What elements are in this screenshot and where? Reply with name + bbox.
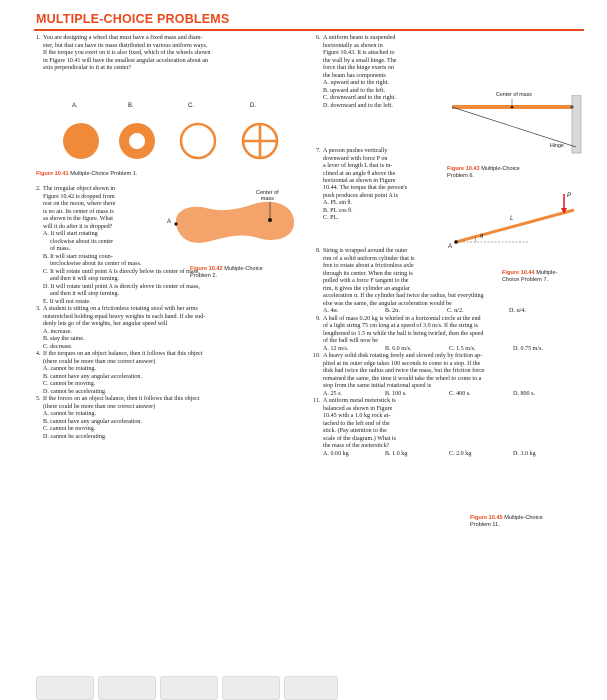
label-line: Center of	[256, 190, 279, 196]
question-line: A student is sitting on a frictionless rotating stool with her arms	[43, 306, 198, 312]
figure-10-41-caption	[36, 171, 137, 178]
bottom-toolbar	[36, 676, 336, 700]
question-7	[316, 148, 440, 186]
question-line: force that the hinge exerts on	[323, 65, 394, 71]
toolbar-thumb[interactable]	[160, 676, 218, 700]
option-line: of mass.	[50, 246, 71, 252]
question-line: (there could be more than one correct answer)	[43, 358, 156, 365]
hinge-dot	[570, 105, 573, 108]
angle-label: θ	[480, 234, 484, 240]
question-number: 9.	[316, 315, 321, 322]
question-line: The irregular object shown in	[43, 186, 116, 192]
caption-text: Multiple-Choice Problem 1.	[70, 171, 138, 177]
wall	[572, 95, 581, 153]
caption-number: Figure 10.41	[36, 171, 69, 177]
option-line: and then it will stop turning.	[50, 276, 120, 282]
question-number: 4.	[36, 351, 41, 357]
question-line: A uniform metal meterstick is	[323, 398, 396, 404]
question-line: else was the same, the angular acceleration would be	[323, 300, 452, 307]
question-line: 10.44. The torque that the person's	[323, 185, 408, 191]
option-line: D. It will rotate until point A is directly above its center of mass,	[43, 283, 200, 290]
question-line: the beam has components	[323, 72, 386, 79]
option[interactable]: D. cannot be accelerating.	[43, 388, 107, 395]
option[interactable]: C. 1.5 m/s.	[449, 345, 476, 352]
question-number: 8.	[316, 248, 321, 254]
option[interactable]: C. 2.0 kg	[449, 450, 472, 457]
option[interactable]: C. cannot be moving.	[43, 381, 96, 387]
question-line: lengthened to 1.5 m while the ball is being twirled, then the speed	[323, 330, 484, 337]
right-lower-flow	[313, 293, 588, 458]
option[interactable]	[36, 269, 306, 284]
section-title: MULTIPLE-CHOICE PROBLEMS	[36, 12, 230, 26]
question-line: Figure 10.42 is dropped from	[43, 193, 115, 200]
figure-10-41	[36, 100, 306, 178]
option[interactable]: A. upward and to the right.	[323, 80, 389, 86]
disc-label-c: C.	[188, 103, 194, 109]
caption-text: Multiple-Choice	[224, 266, 263, 272]
option[interactable]: B. 1.0 kg	[385, 450, 408, 457]
thin-ring-disc	[181, 124, 215, 158]
option[interactable]	[36, 231, 306, 254]
option[interactable]: C. decrease.	[43, 343, 73, 350]
question-line: disk had twice the radius and twice the mass, but the friction force	[323, 368, 485, 374]
question-line: will it do after it is dropped?	[43, 223, 113, 230]
question-line: horizontally as shown in	[323, 42, 383, 49]
options-row	[316, 346, 588, 354]
option[interactable]: D. cannot be accelerating.	[43, 433, 107, 440]
question-line: String is wrapped around the outer	[323, 248, 408, 254]
option-line: terclockwise about its center of mass.	[50, 261, 142, 267]
option[interactable]: B. upward and to the left.	[323, 87, 386, 94]
question-line: of the ball will now be	[323, 338, 379, 344]
caption-number: Figure 10.45	[470, 515, 503, 521]
toolbar-thumb[interactable]	[98, 676, 156, 700]
question-line: is no air. Its center of mass is	[43, 208, 114, 215]
question-line: eter, but that can have its mass distributed in various uniform ways.	[43, 42, 208, 49]
option[interactable]: A. 4α.	[323, 308, 339, 314]
section-title-rule	[34, 29, 584, 31]
question-line: push produces about point A is	[323, 192, 398, 199]
caption-text: Multiple-Choice	[481, 166, 520, 172]
option[interactable]	[36, 299, 306, 307]
question-number: 7.	[316, 148, 321, 154]
figure-10-43	[450, 92, 582, 155]
option-line: A. It will start rotating	[43, 231, 98, 237]
option[interactable]: C. α/2.	[447, 308, 464, 314]
center-dot	[511, 106, 514, 109]
option-line: clockwise about its center	[50, 238, 114, 245]
option[interactable]: B. 2α.	[385, 308, 400, 314]
question-line: 10.45 with a 1.0 kg rock at-	[323, 413, 391, 419]
solid-disc	[63, 123, 99, 159]
question-line: free to rotate about a frictionless axle	[323, 263, 414, 269]
lever-svg	[448, 190, 582, 272]
option-line: B. It will start rotating coun-	[43, 253, 113, 260]
toolbar-thumb[interactable]	[222, 676, 280, 700]
option[interactable]: D. downward and to the left.	[323, 102, 393, 109]
option[interactable]: C. downward and to the right.	[323, 95, 396, 101]
question-line: If the forces on an object balance, then it follows that this object	[43, 396, 200, 402]
option[interactable]: A. 12 m/s.	[323, 345, 349, 352]
question-5	[36, 396, 306, 411]
figure-10-45-caption	[470, 515, 543, 528]
question-line: pulled with a force F tangent to the	[323, 278, 409, 284]
option-line: E. It will not rotate.	[43, 298, 91, 305]
question-number: 10.	[313, 353, 321, 359]
hinge-label: Hinge	[550, 143, 564, 149]
length-label: L	[510, 216, 514, 222]
question-line: denly lets go of the weights, her angular speed will	[43, 321, 168, 327]
option[interactable]: D. 800 s.	[513, 390, 536, 397]
question-6	[316, 35, 446, 110]
point-a-dot	[174, 222, 177, 225]
lever	[456, 210, 574, 242]
option[interactable]: B. 6.0 m/s.	[385, 345, 412, 352]
option[interactable]: D. 3.0 kg	[513, 450, 536, 457]
question-line: outstretched holding equal heavy weights in each hand. If she sud-	[43, 313, 206, 320]
center-of-mass-label: Center of mass	[496, 92, 532, 98]
option[interactable]: C. PL.	[323, 215, 339, 221]
option[interactable]: B. stay the same.	[43, 336, 85, 342]
options-row	[316, 391, 588, 399]
figure-10-43-caption	[447, 166, 520, 179]
caption-number: Figure 10.44	[502, 270, 535, 276]
disc-label-d: D.	[250, 103, 256, 109]
disc-label-b: B.	[128, 103, 134, 109]
question-line: stick. (Pay attention to the	[323, 428, 387, 434]
question-line: acceleration α. If the cylinder had twice the radius, but everything	[323, 293, 484, 299]
question-10	[313, 353, 588, 391]
question-line: (there could be more than one correct answer)	[43, 403, 156, 410]
question-line: If the torques on an object balance, then it follows that this object	[43, 351, 203, 357]
option[interactable]: A. increase.	[43, 328, 72, 335]
option[interactable]	[36, 254, 306, 269]
question-line: A heavy solid disk rotating freely and slowed only by friction ap-	[323, 353, 483, 359]
option[interactable]: B. cannot have any angular acceleration.	[43, 373, 142, 380]
question-number: 1.	[36, 35, 41, 41]
option[interactable]: D. α/4.	[509, 308, 526, 314]
question-2	[36, 186, 160, 231]
question-line: as shown in the figure. What	[43, 216, 113, 222]
center-of-mass-label	[256, 190, 279, 202]
toolbar-thumb[interactable]	[284, 676, 338, 700]
question-9	[316, 316, 588, 346]
figure-10-44-caption	[502, 270, 557, 283]
question-3	[36, 306, 306, 329]
caption-text: Multiple-Choice	[504, 515, 543, 521]
option[interactable]: A. cannot be rotating.	[43, 411, 96, 417]
question-line: A ball of mass 0.20 kg is whirled in a horizontal circle at the end	[323, 315, 481, 322]
option[interactable]: A. 0.60 kg	[323, 450, 349, 457]
options-row	[316, 308, 588, 316]
question-8	[316, 248, 450, 293]
label-line: mass	[260, 196, 274, 202]
question-line: remained the same, the time it would take the wheel to come to a	[323, 375, 482, 382]
caption-text-2: Problem 2.	[190, 272, 218, 279]
options-row	[316, 451, 588, 459]
option[interactable]: B. PL cos θ.	[323, 207, 353, 214]
question-11	[313, 398, 447, 451]
question-line: clined at an angle θ above the	[323, 170, 396, 177]
option[interactable]: B. 100 s.	[385, 390, 407, 397]
caption-text-2: Choice Problem 7.	[502, 276, 549, 283]
question-line: axis perpendicular to it at its center?	[43, 65, 132, 71]
question-line: You are designing a wheel that must have a fixed mass and diam-	[43, 35, 203, 41]
question-line: A uniform beam is suspended	[323, 35, 396, 41]
question-line: A person pushes vertically	[323, 148, 388, 154]
caption-text-2: Problem 6.	[447, 172, 475, 179]
caption-text-2: Problem 11.	[470, 521, 500, 528]
question-line: rim of a solid uniform cylinder that is	[323, 255, 415, 262]
question-line: balanced as shown in Figure	[323, 405, 393, 412]
option[interactable]: A. cannot be rotating.	[43, 366, 96, 372]
point-a-label: A	[167, 219, 172, 225]
option-line: C. It will rotate until point A is directly below its center of mass,	[43, 268, 200, 275]
question-line: stop from the same initial rotational speed is	[323, 383, 432, 389]
discs-svg	[36, 112, 306, 176]
question-1	[36, 35, 304, 73]
force-label: P	[567, 193, 572, 199]
question-line: scale of the diagram.) What is	[323, 435, 396, 442]
support-wire	[452, 107, 576, 147]
question-line: tached to the left end of the	[323, 420, 390, 427]
question-line: rim, it gives the cylinder an angular	[323, 285, 410, 292]
question-line: plied at its outer edge takes 100 seconds to come to a stop. If the	[323, 360, 481, 367]
option[interactable]	[36, 284, 306, 299]
question-line: through its center. When the string is	[323, 270, 413, 277]
question-line: the wall by a small hinge. The	[323, 57, 397, 64]
question-line: in Figure 10.41 will have the smallest angular acceleration about an	[43, 57, 208, 64]
question-line: the mass of the meterstick?	[323, 443, 390, 449]
option[interactable]: C. cannot be moving.	[43, 426, 96, 432]
question-line: a lever of length L that is in-	[323, 163, 393, 169]
question-number: 2.	[36, 186, 41, 192]
question-line: downward with force P on	[323, 155, 388, 162]
caption-number: Figure 10.42	[190, 266, 223, 272]
toolbar-thumb[interactable]	[36, 676, 94, 700]
question-2-options	[36, 231, 306, 441]
question-number: 6.	[316, 35, 321, 41]
question-number: 5.	[36, 396, 41, 402]
question-number: 11.	[313, 398, 321, 404]
ring-disc-hole	[129, 133, 145, 149]
disc-label-a: A.	[72, 103, 78, 109]
question-number: 3.	[36, 306, 41, 312]
question-line: If the torque you exert on it is also fixed, which of the wheels shown	[43, 50, 211, 56]
option[interactable]: A. PL sin θ.	[323, 200, 352, 206]
question-4	[36, 351, 306, 366]
question-line: of a light string 75 cm long at a speed of 3.0 m/s. If the string is	[323, 323, 479, 329]
figure-10-44	[448, 190, 582, 283]
option[interactable]: C. 400 s.	[449, 390, 471, 397]
caption-number: Figure 10.43	[447, 166, 480, 172]
option[interactable]: D. 0.75 m/s.	[513, 345, 543, 352]
option-line: and then it will stop turning.	[50, 291, 120, 297]
pivot-label: A	[448, 244, 453, 250]
left-column	[36, 35, 304, 73]
question-line: Figure 10.43. It is attached to	[323, 50, 395, 56]
option[interactable]: B. cannot have any angular acceleration.	[43, 418, 142, 425]
pivot-a	[454, 240, 458, 244]
caption-text: Multiple-	[536, 270, 558, 276]
option[interactable]: A. 25 s.	[323, 390, 342, 397]
question-line: rest on the moon, where there	[43, 201, 116, 207]
question-line: horizontal as shown in Figure	[323, 178, 396, 184]
